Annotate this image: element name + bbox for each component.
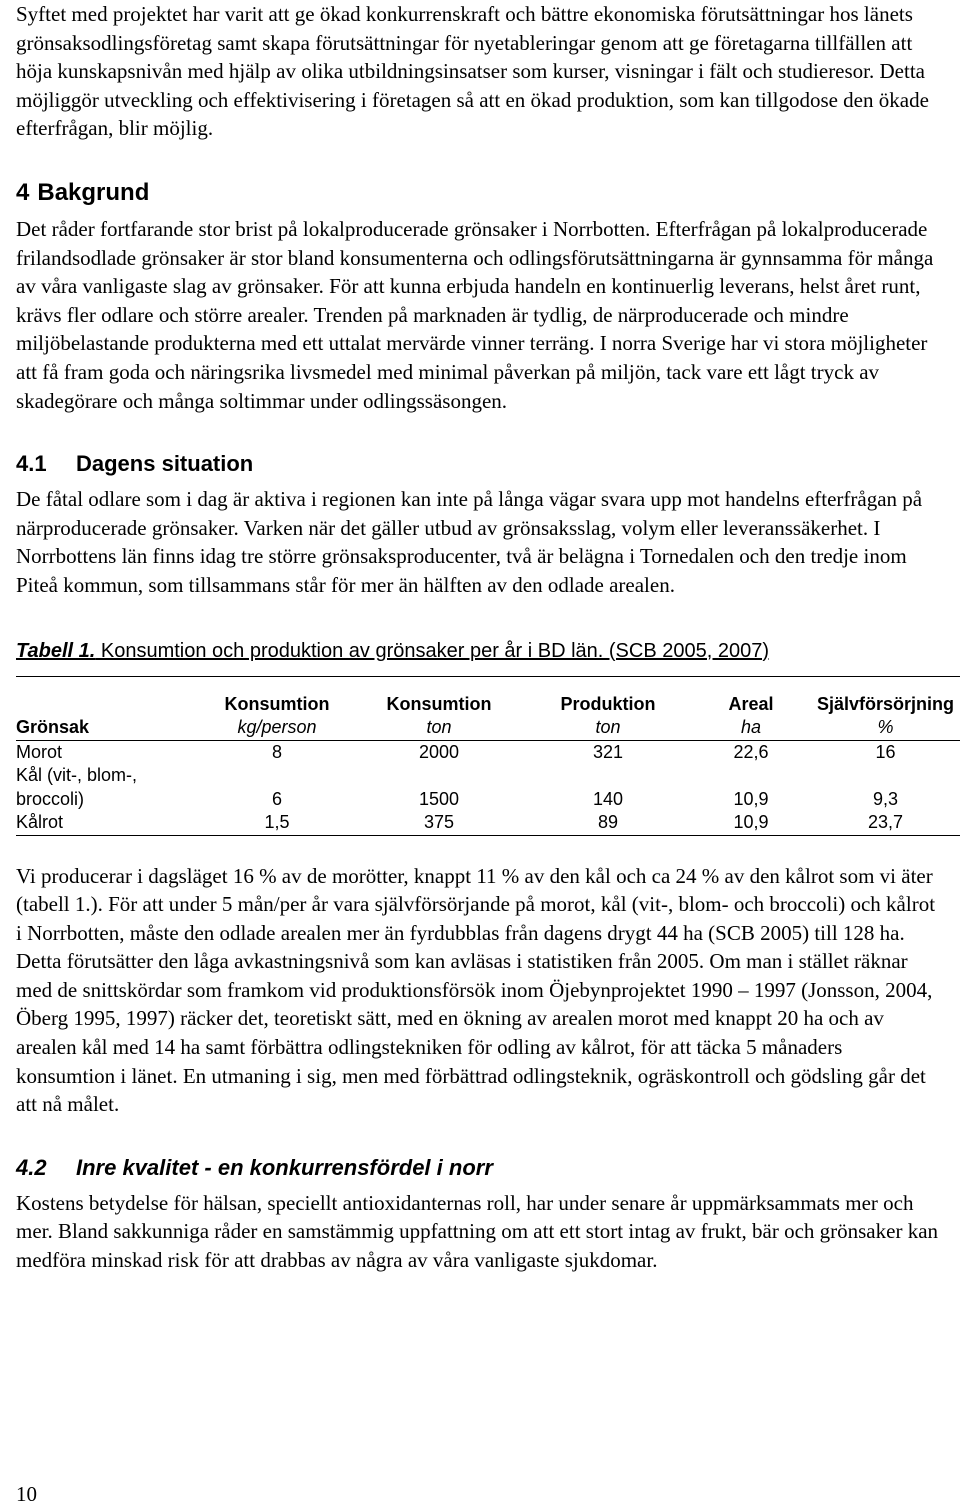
table-cell: 10,9	[733, 812, 769, 832]
table-cell: 23,7	[867, 812, 904, 832]
table-unit-cell: ton	[525, 716, 691, 740]
table-cell: 6	[271, 788, 282, 809]
section-number: 4	[16, 178, 30, 206]
section-title: Bakgrund	[37, 178, 150, 206]
table-cell: 140	[592, 788, 624, 809]
table-caption-label: Tabell 1.	[16, 639, 96, 662]
document-page	[16, 0, 955, 1275]
situation-paragraph: De fåtal odlare som i dag är aktiva i regionen kan inte på långa vägar svara upp mot handelns efterfrågan på närproducerade grönsaker. Varken när det gäller utbud av grönsaksslag, volym eller leveranssäkerhet. I Norrbottens län finns idag tre större grönsaksproducenter, två är belägna i Tornedalen och den tredje inom Piteå kommun, som tillsammans står för mer än hälften av den odlade arealen.	[16, 487, 923, 597]
table-cell-name: Morot	[16, 741, 63, 762]
table-header-cell: Grönsak	[16, 716, 201, 740]
vegetable-table	[16, 676, 960, 836]
table-unit-cell: ha	[691, 716, 811, 740]
table-cell-name: Kålrot	[16, 812, 64, 832]
table-cell: 375	[423, 812, 455, 832]
bakgrund-paragraph: Det råder fortfarande stor brist på lokalproducerade grönsaker i Norrbotten. Efterfrågan på lokalproducerade frilandsodlade grönsaker är stor bland konsumenterna och odlingsförutsättningarna är gynnsamma för många av våra vanligaste slag av grönsaker. För att kunna erbjuda handeln en kontinuerlig leverans, helst året runt, krävs fler odlare och större arealer. Trenden på marknaden är tydlig, de närproducerade och mindre miljöbelastande produkterna med ett uttalat mervärde vinner terräng. I norra Sverige har vi stora möjligheter att få fram goda och näringsrika livsmedel med minimal påverkan på miljön, tack vare ett lågt tryck av skadegörare och många soltimmar under odlingssäsongen.	[16, 216, 934, 413]
table-cell: 8	[271, 741, 282, 762]
table-cell: 22,6	[733, 741, 769, 762]
table-header-cell: Produktion	[560, 693, 656, 714]
table-header-cell: Areal	[728, 693, 774, 714]
table-cell: 16	[875, 741, 896, 762]
section-heading-bakgrund	[16, 178, 946, 208]
table-header-cell: Konsumtion	[386, 693, 492, 714]
kvalitet-paragraph: Kostens betydelse för hälsan, speciellt antioxidanternas roll, har under senare år uppmärksammats mer och mer. Bland sakkunniga råder en samstämmig uppfattning om att ett stort intag av frukt, bär och grönsaker kan medföra minskad risk för att drabbas av några av våra vanligaste sjukdomar.	[16, 1190, 939, 1273]
table-unit-row	[16, 716, 960, 740]
table-unit-cell: kg/person	[201, 716, 353, 740]
subsection-number: 4.2	[16, 1154, 47, 1180]
table-unit-cell: ton	[353, 716, 525, 740]
table-cell-name	[16, 764, 201, 811]
table-row	[16, 811, 960, 835]
table-cell: 1,5	[264, 812, 290, 832]
table-cell: 2000	[418, 741, 460, 762]
subsection-title: Dagens situation	[76, 451, 254, 477]
table-cell: 89	[597, 812, 619, 832]
subsection-heading-situation	[16, 449, 946, 479]
table-header-cell	[16, 676, 201, 716]
table-header-row	[16, 676, 960, 716]
table-cell: 1500	[418, 788, 460, 809]
table-cell: 9,3	[872, 788, 899, 809]
table-header-cell: Självförsörjning	[816, 693, 955, 714]
table-header-cell: Konsumtion	[224, 693, 330, 714]
subsection-title: Inre kvalitet - en konkurrensfördel i norr	[76, 1154, 493, 1180]
table-cell: 321	[592, 741, 624, 762]
table-row	[16, 740, 960, 764]
table-cell: 10,9	[733, 788, 769, 809]
table-discussion-paragraph: Vi producerar i dagsläget 16 % av de morötter, knappt 11 % av den kål och ca 24 % av den kålrot som vi äter (tabell 1.). För att under 5 mån/per år vara självförsörjande på morot, kål (vit-, blom- och broccoli) och kålrot i Norrbotten, måste den odlade arealen mer än fyrdubblas från dagens drygt 44 ha (SCB 2005) till 128 ha. Detta förutsätter den låga avkastningsnivå som kan avläsas i statistiken från 2005. Om man i stället räknar med de snittskördar som framkom vid produktionsförsök inom Öjebynprojektet 1990 – 1997 (Jonsson, 2004, Öberg 1995, 1997) räcker det, teoretiskt sätt, med en ökning av arealen morot med knappt 20 ha och av arealen kål med 14 ha samt förbättra odlingstekniken för odling av kålrot, för att täcka 5 månaders konsumtion i länet. En utmaning i sig, men med förbättrad odlingsteknik, ogräskontroll och gödsling går det att nå målet.	[16, 863, 936, 1117]
intro-paragraph: Syftet med projektet har varit att ge ökad konkurrenskraft och bättre ekonomiska förutsättningar hos länets grönsaksodlingsföretag samt skapa förutsättningar för nyetableringar genom att ge företagarna tillfällen att höja kunskapsnivån med hjälp av olika utbildningsinsatser som kurser, visningar i fält och studieresor. Detta möjliggör utveckling och effektivisering i företagen så att en ökad produktion, som kan tillgodose den ökade efterfrågan, blir möjlig.	[16, 2, 929, 141]
table-cell-name-line: Kål (vit-, blom-,	[16, 765, 138, 785]
table-row	[16, 764, 960, 811]
table-cell-name-line: broccoli)	[16, 788, 85, 809]
page-number: 10	[16, 1482, 37, 1506]
subsection-heading-kvalitet	[16, 1153, 946, 1183]
table-unit-cell: %	[811, 716, 960, 740]
subsection-number: 4.1	[16, 451, 47, 477]
table-caption	[16, 638, 946, 664]
table-caption-text: Konsumtion och produktion av grönsaker per år i BD län. (SCB 2005, 2007)	[95, 639, 769, 662]
